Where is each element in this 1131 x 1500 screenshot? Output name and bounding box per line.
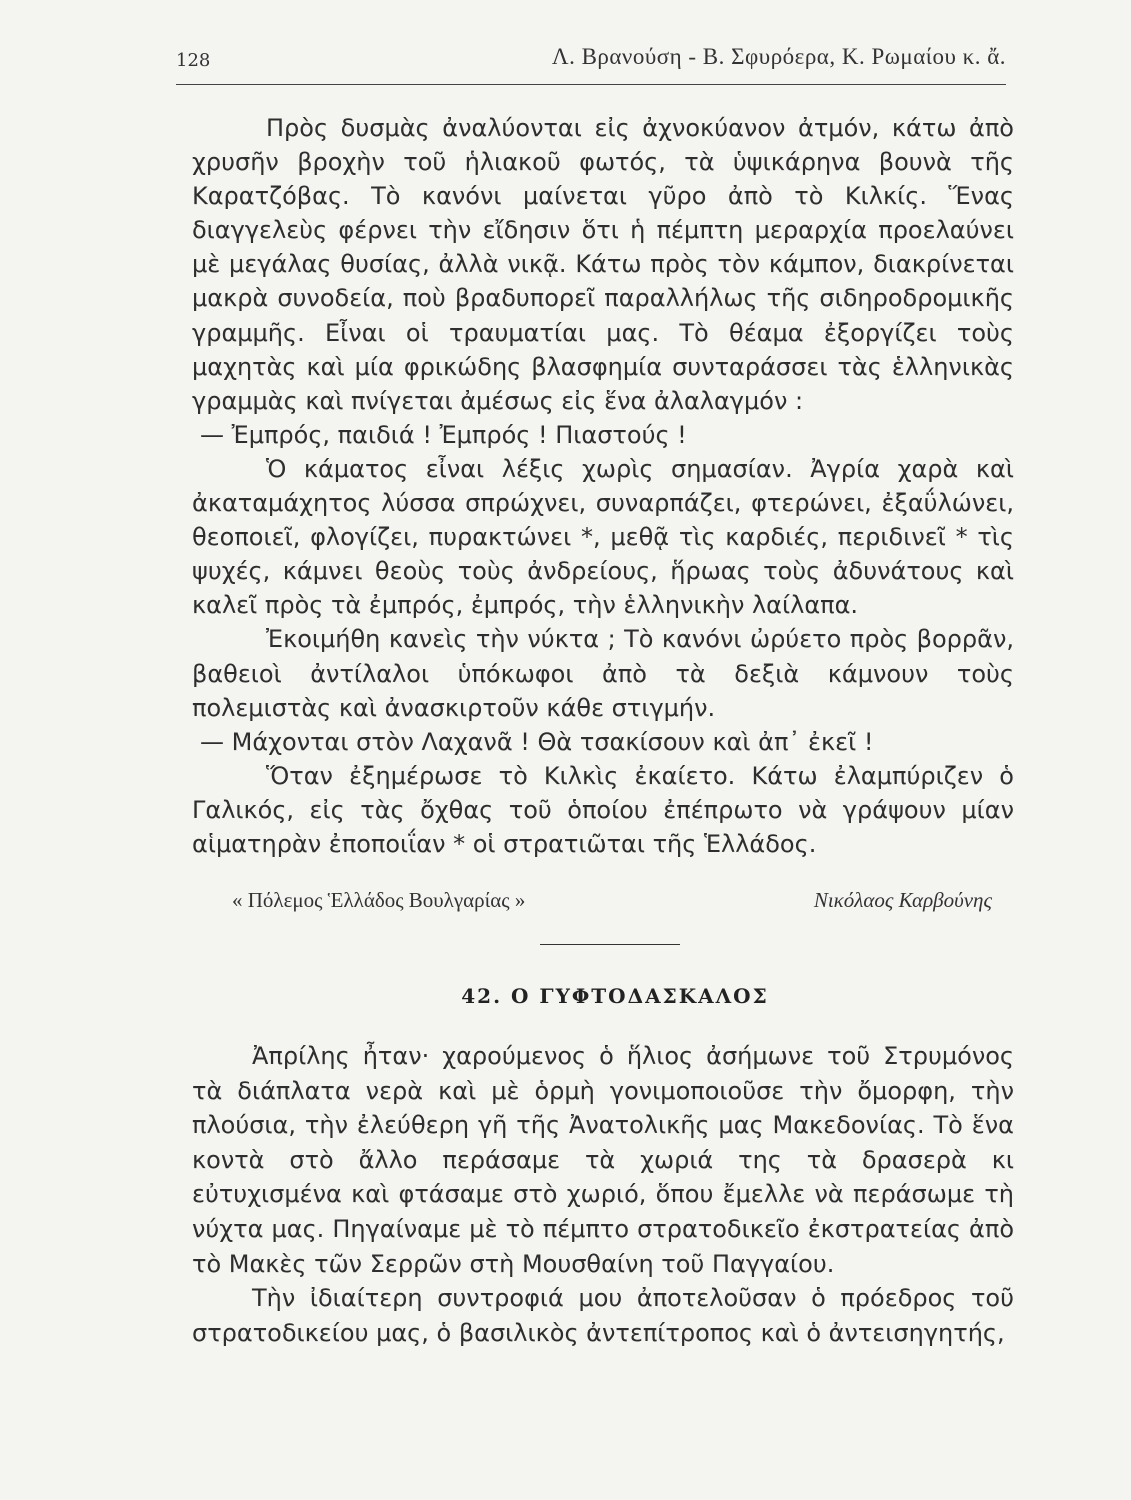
source-citation: « Πόλεμος Ἑλλάδος Βουλγαρίας » [232, 888, 526, 912]
section-title: 42. Ο ΓΥΦΤΟΔΑΣΚΑΛΟΣ [461, 984, 769, 1008]
section-divider [540, 944, 680, 945]
paragraph: Ἐκοιμήθη κανεὶς τὴν νύκτα ; Τὸ κανόνι ὠρύετο πρὸς βορρᾶν, βαθειοὶ ἀντίλαλοι ὑπόκωφοι ἀπὸ τὰ δεξιὰ κάμνουν τοὺς πολεμιστὰς καὶ ἀνασκιρτοῦν κάθε στιγμήν. [192, 625, 1014, 722]
author-name: Νικόλαος Καρβούνης [813, 888, 992, 912]
paragraph: Τὴν ἰδιαίτερη συντροφιά μου ἀποτελοῦσαν ὁ πρόεδρος τοῦ στρατοδικείου μας, ὁ βασιλικὸς ἀντεπίτροπος καὶ ὁ ἀντεισηγητής, [192, 1284, 1014, 1347]
paragraph: Ὅταν ἐξημέρωσε τὸ Κιλκὶς ἐκαίετο. Κάτω ἐλαμπύριζεν ὁ Γαλικός, εἰς τὰς ὄχθας τοῦ ὁποίου ἐπέπρωτο νὰ γράψουν μίαν αἱματηρὰν ἐποποιΐαν * οἱ στρατιῶται τῆς Ἑλλάδος. [192, 761, 1014, 858]
paragraph: Ἀπρίλης ἦταν· χαρούμενος ὁ ἥλιος ἀσήμωνε τοῦ Στρυμόνος τὰ διάπλατα νερὰ καὶ μὲ ὁρμὴ γονιμοποιοῦσε τὴν ὄμορφη, τὴν πλούσια, τὴν ἐλεύθερη γῆ τῆς Ἀνατολικῆς μας Μακεδονίας. Τὸ ἕνα κοντὰ στὸ ἄλλο περάσαμε τὰ χωριά της τὰ δρασερὰ κι εὐτυχισμένα καὶ φτάσαμε στὸ χωριό, ὅπου ἔμελλε νὰ περάσωμε τὴ νύχτα μας. Πηγαίναμε μὲ τὸ πέμπτο στρατοδικεῖο ἐκστρατείας ἀπὸ τὸ Μακὲς τῶν Σερρῶν στὴ Μουσθαίνη τοῦ Παγγαίου. [192, 1042, 1014, 1278]
section-text [192, 1039, 1014, 1350]
running-head: Λ. Βρανούση - Β. Σφυρόερα, Κ. Ρωμαίου κ. ἄ. [551, 44, 1006, 69]
dialogue-line: — Ἐμπρός, παιδιά ! Ἐμπρός ! Πιαστούς ! [200, 420, 687, 449]
paragraph: Πρὸς δυσμὰς ἀναλύονται εἰς ἀχνοκύανον ἀτμόν, κάτω ἀπὸ χρυσῆν βροχὴν τοῦ ἡλιακοῦ φωτός, τὰ ὑψικάρηνα βουνὰ τῆς Καρατζόβας. Τὸ κανόνι μαίνεται γῦρο ἀπὸ τὸ Κιλκίς. Ἕνας διαγγελεὺς φέρνει τὴν εἴδησιν ὅτι ἡ πέμπτη μεραρχία προελαύνει μὲ μεγάλας θυσίας, ἀλλὰ νικᾷ. Κάτω πρὸς τὸν κάμπον, διακρίνεται μακρὰ συνοδεία, ποὺ βραδυπορεῖ παραλλήλως τῆς σιδηροδρομικῆς γραμμῆς. Εἶναι οἱ τραυματίαι μας. Τὸ θέαμα ἐξοργίζει τοὺς μαχητὰς καὶ μία φρικώδης βλασφημία συνταράσσει τὰς ἑλληνικὰς γραμμὰς καὶ πνίγεται ἀμέσως εἰς ἕνα ἀλαλαγμόν : [192, 114, 1014, 415]
paragraph: Ὁ κάματος εἶναι λέξις χωρὶς σημασίαν. Ἀγρία χαρὰ καὶ ἀκαταμάχητος λύσσα σπρώχνει, συναρπάζει, φτερώνει, ἐξαΰλώνει, θεοποιεῖ, φλογίζει, πυρακτώνει *, μεθᾷ τὶς καρδιές, περιδινεῖ * τὶς ψυχές, κάμνει θεοὺς τοὺς ἀνδρείους, ἥρωας τοὺς ἀδυνάτους καὶ καλεῖ πρὸς τὰ ἐμπρός, ἐμπρός, τὴν ἑλληνικὴν λαίλαπα. [192, 454, 1014, 620]
attribution [232, 888, 992, 918]
page-header [176, 38, 1006, 85]
page-number: 128 [176, 50, 211, 71]
dialogue-line: — Μάχονται στὸν Λαχανᾶ ! Θὰ τσακίσουν καὶ ἀπ᾽ ἐκεῖ ! [200, 727, 874, 756]
excerpt-text [192, 111, 1014, 861]
